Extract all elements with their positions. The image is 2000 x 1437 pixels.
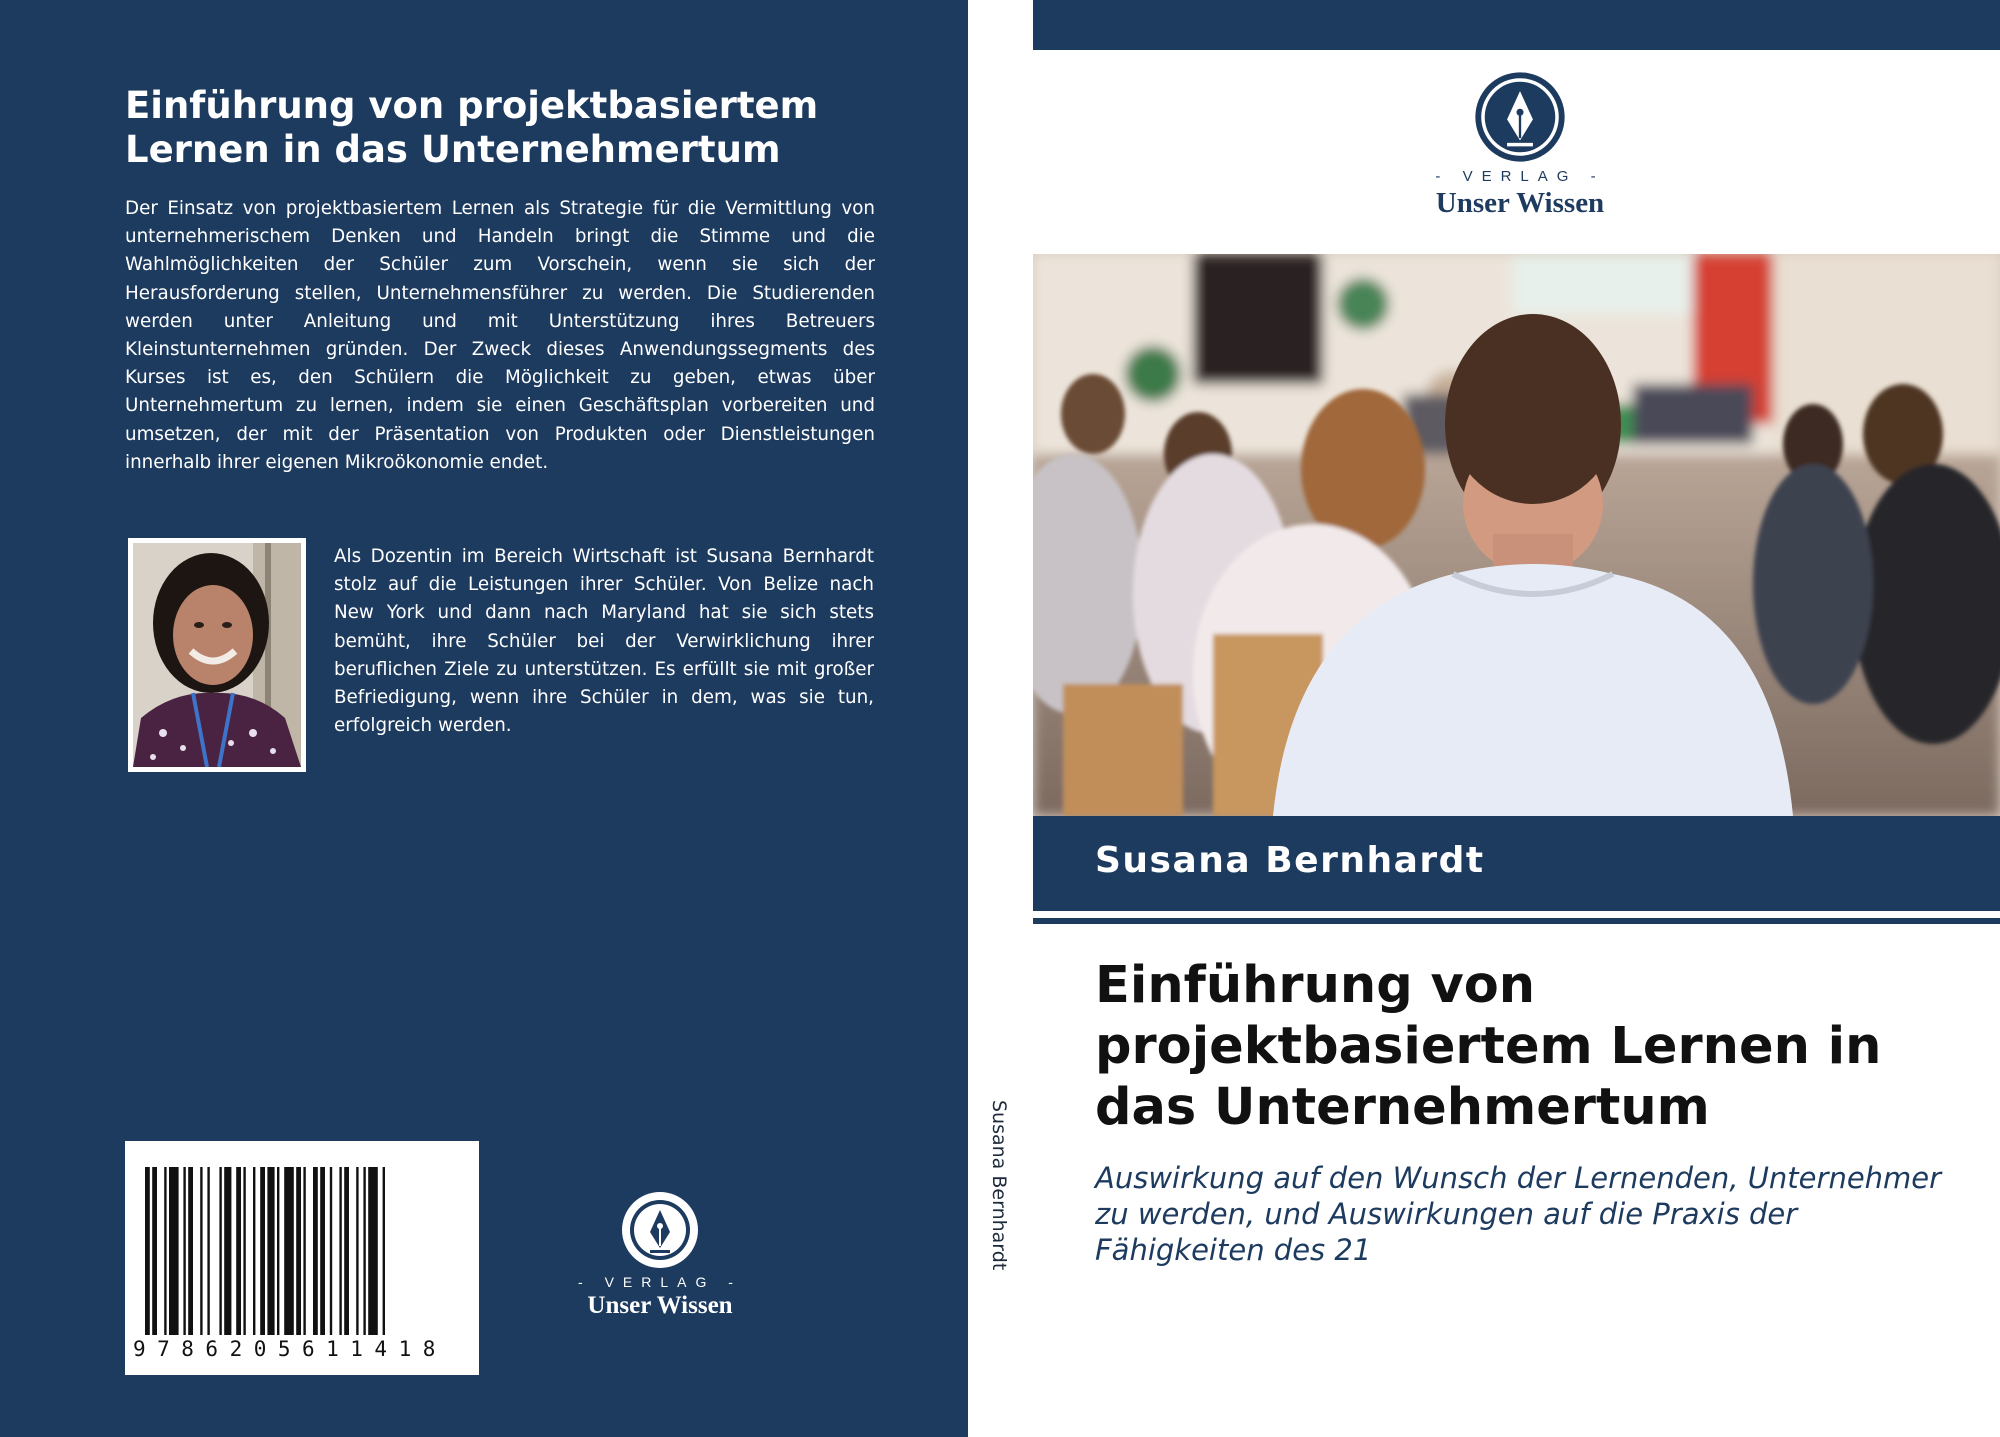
publisher-verlag-label: - VERLAG - — [578, 1274, 742, 1290]
classroom-photo-image — [1033, 254, 2000, 816]
barcode-bar — [152, 1167, 157, 1335]
author-photo — [128, 538, 306, 772]
barcode-bar — [356, 1167, 358, 1335]
barcode — [125, 1141, 479, 1375]
back-cover-blurb: Der Einsatz von projektbasiertem Lernen als Strategie für die Vermittlung von unternehmerischem Denken und Handeln bringt die Stimme und die Wahlmöglichkeiten der Schüler zum Vorschein, wenn sie sich der Herausforderung stellen, Unternehmensführer zu werden. Die Studierenden werden unter Anleitung und mit Unterstützung ihres Betreuers Kleinstunternehmen gründen. Der Zweck dieses Anwendungssegments des Kurses ist es, den Schülern die Möglichkeit zu geben, etwas über Unternehmertum zu lernen, indem sie einen Geschäftsplan vorbereiten und umsetzen, der mit der Präsentation von Produkten oder Dienstleistungen innerhalb ihrer eigenen Mikroökonomie endet. — [125, 198, 875, 473]
barcode-bar — [200, 1167, 202, 1335]
barcode-bar — [224, 1167, 231, 1335]
barcode-bar — [164, 1167, 166, 1335]
publisher-verlag-label: - VERLAG - — [1435, 168, 1605, 185]
barcode-bar — [313, 1167, 318, 1335]
fountain-pen-nib-icon — [620, 1190, 700, 1270]
front-cover-title: Einführung von projektbasiertem Lernen in das Unternehmertum — [1095, 956, 1882, 1137]
barcode-bar — [243, 1167, 245, 1335]
barcode-bar — [260, 1167, 265, 1335]
barcode-bar — [219, 1167, 221, 1335]
front-top-bar — [1033, 0, 2000, 50]
barcode-bar — [183, 1167, 185, 1335]
barcode-bar — [344, 1167, 349, 1335]
barcode-bar — [303, 1167, 305, 1335]
barcode-bar — [207, 1167, 209, 1335]
author-photo-image — [133, 543, 301, 767]
barcode-bar — [383, 1167, 385, 1335]
front-author-name: Susana Bernhardt — [1095, 840, 1485, 881]
author-band — [1033, 816, 2000, 911]
author-bio: Als Dozentin im Bereich Wirtschaft ist Susana Bernhardt stolz auf die Leistungen ihrer Schüler. Von Belize nach New York und dann nach Maryland hat sie sich stets bemüht, ihre Schüler bei der Verwirklichung ihrer beruflichen Ziele zu unterstützen. Es erfüllt sie mit großer Befriedigung, wenn ihre Schüler in dem, was sie tun, erfolgreich werden. — [334, 546, 874, 737]
publisher-name: Unser Wissen — [587, 1292, 733, 1319]
publisher-name: Unser Wissen — [1435, 187, 1605, 219]
barcode-bar — [253, 1167, 255, 1335]
barcode-bar — [188, 1167, 193, 1335]
barcode-bar — [330, 1167, 332, 1335]
barcode-bar — [368, 1167, 378, 1335]
publisher-logo-front — [1400, 70, 1640, 220]
barcode-bar — [284, 1167, 294, 1335]
barcode-bar — [236, 1167, 241, 1335]
barcode-bars — [125, 1141, 479, 1341]
publisher-logo-back — [560, 1190, 760, 1320]
divider-rule — [1033, 918, 2000, 924]
front-cover — [1033, 0, 2000, 1437]
front-cover-subtitle: Auswirkung auf den Wunsch der Lernenden, Unternehmer zu werden, und Auswirkungen auf die Praxis der Fähigkeiten des 21 — [1095, 1161, 1942, 1267]
fountain-pen-nib-icon — [1473, 70, 1567, 164]
barcode-bar — [277, 1167, 279, 1335]
back-cover-title: Einführung von projektbasiertem Lernen in das Unternehmertum — [125, 84, 819, 171]
barcode-bar — [363, 1167, 365, 1335]
classroom-photo — [1033, 254, 2000, 816]
back-cover — [0, 0, 968, 1437]
barcode-bar — [145, 1167, 150, 1335]
barcode-bar — [339, 1167, 341, 1335]
barcode-bar — [267, 1167, 274, 1335]
barcode-bar — [320, 1167, 325, 1335]
spine-author: Susana Bernhardt — [988, 1100, 1010, 1271]
isbn-digits: 9786205611418 — [133, 1337, 447, 1361]
barcode-bar — [296, 1167, 301, 1335]
barcode-bar — [169, 1167, 179, 1335]
